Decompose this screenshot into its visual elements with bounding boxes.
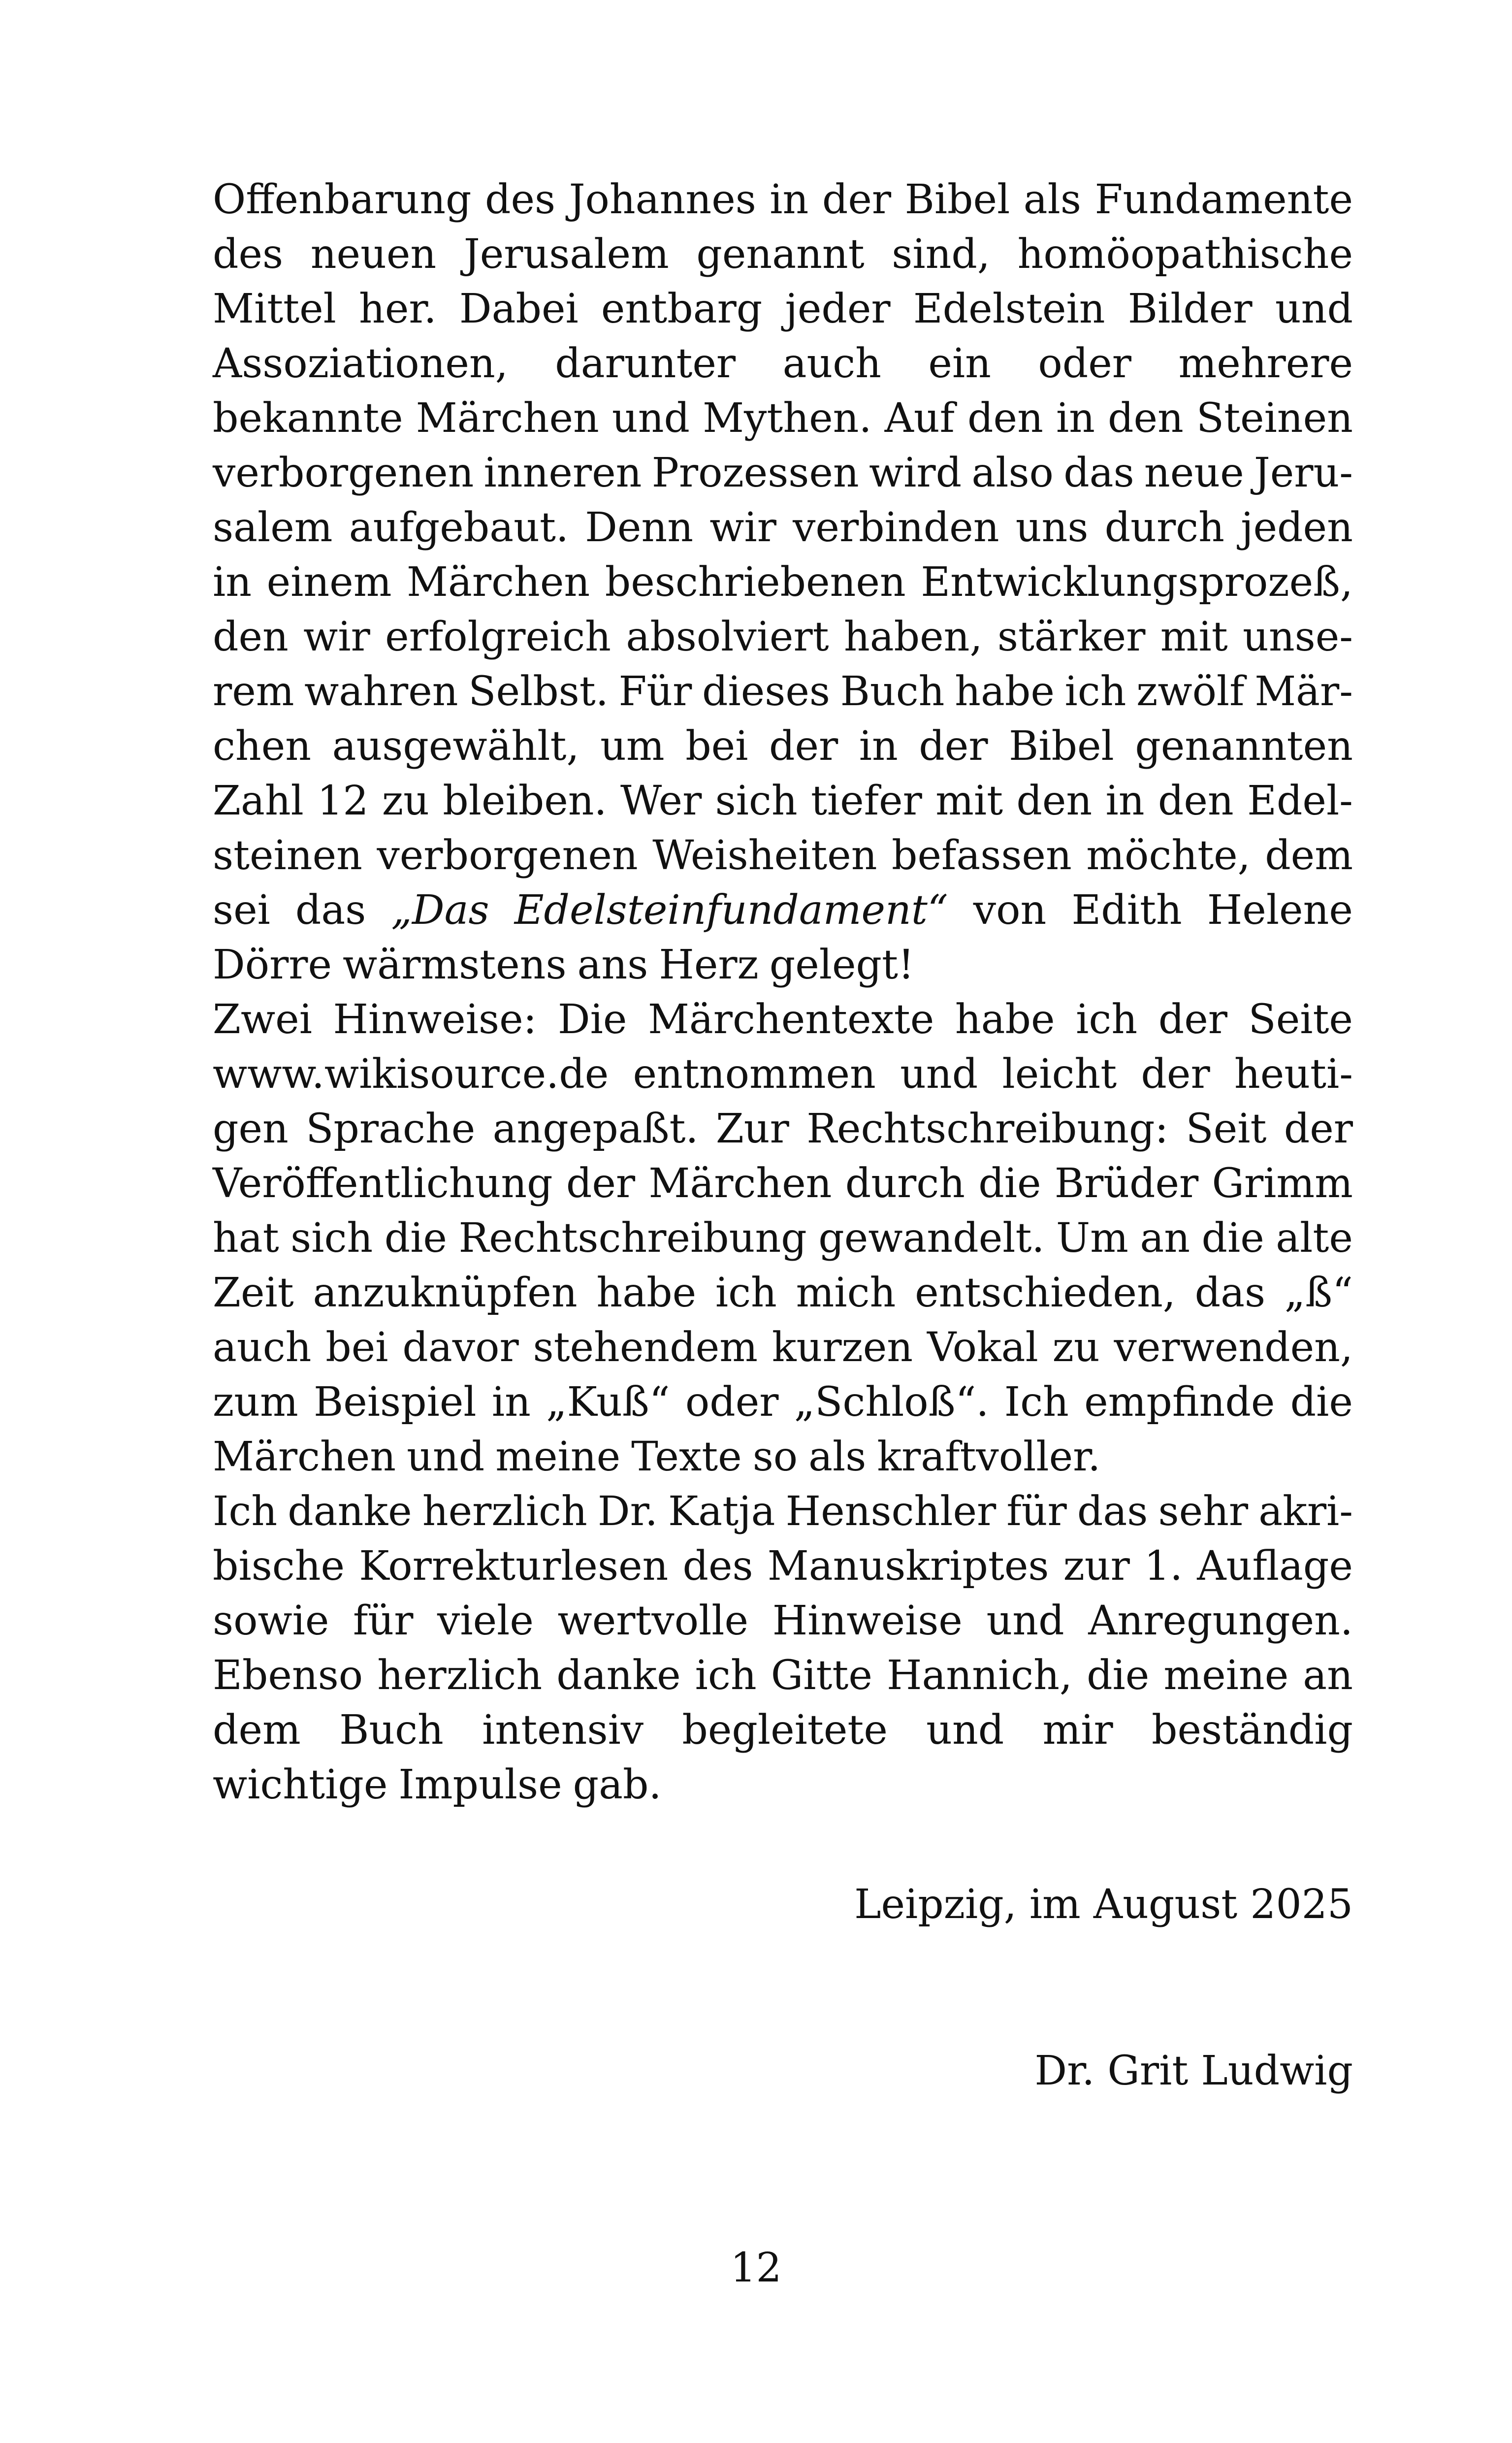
word: Anregungen. — [1088, 1597, 1353, 1644]
word: mehrere — [1178, 340, 1353, 387]
word: herzlich — [422, 1488, 587, 1535]
word: bische — [213, 1543, 345, 1590]
word: durch — [845, 1160, 965, 1207]
word: Ebenso — [213, 1652, 363, 1699]
word: Johannes — [569, 176, 756, 223]
word: oder — [685, 1379, 779, 1426]
word: bei — [325, 1324, 388, 1371]
word: 1. — [1144, 1543, 1183, 1590]
word: Rechtschreibung — [458, 1215, 807, 1262]
word: Mythen. — [703, 395, 872, 442]
word: und — [1275, 286, 1353, 332]
italic-word: Edelsteinfundament“ — [514, 887, 948, 934]
word: davor — [402, 1324, 519, 1371]
word: leicht — [1002, 1051, 1117, 1098]
word: Beispiel — [314, 1379, 477, 1426]
word: Buch — [339, 1707, 444, 1754]
word: mir — [1042, 1707, 1113, 1754]
word: der — [822, 176, 892, 223]
word: empfinde — [1084, 1379, 1275, 1426]
text-line — [213, 664, 1353, 719]
word: erfolgreich — [385, 614, 611, 660]
word: Märchen — [213, 1433, 396, 1480]
word: Denn — [585, 504, 694, 551]
word: sowie — [213, 1597, 329, 1644]
word: zu — [1052, 1324, 1100, 1371]
text-line — [213, 1211, 1353, 1266]
word: des — [485, 176, 556, 223]
text-line — [213, 1156, 1353, 1211]
word: tiefer — [810, 778, 922, 824]
word: bekannte — [213, 395, 403, 442]
word: homöopathische — [1017, 231, 1353, 278]
word: Korrekturlesen — [359, 1543, 669, 1590]
word: her. — [359, 286, 437, 332]
word: Weisheiten — [652, 832, 877, 879]
word: habe — [955, 668, 1055, 715]
word: wahren — [304, 668, 458, 715]
word: Edith — [1071, 887, 1182, 934]
word: den — [967, 395, 1043, 442]
word: angepaßt. — [492, 1106, 699, 1152]
word: unse- — [1243, 614, 1353, 660]
word: den — [213, 614, 289, 660]
word: wertvolle — [557, 1597, 749, 1644]
word: Zahl — [213, 778, 304, 824]
text-line — [213, 1320, 1353, 1375]
word: Manuskriptes — [767, 1543, 1049, 1590]
word: verwenden, — [1114, 1324, 1353, 1371]
word: ich — [695, 1652, 757, 1699]
word: salem — [213, 504, 333, 551]
word: Auflage — [1197, 1543, 1353, 1590]
word: und — [611, 395, 690, 442]
word: auch — [213, 1324, 312, 1371]
word: haben, — [843, 614, 983, 660]
word: ausgewählt, — [332, 723, 579, 770]
word: herzlich — [377, 1652, 543, 1699]
word: ans — [577, 942, 648, 988]
word: intensiv — [482, 1707, 644, 1754]
text-line — [213, 1703, 1353, 1758]
word: Zeit — [213, 1270, 294, 1316]
word: „Schloß“. — [794, 1379, 989, 1426]
word: Hinweise: — [333, 996, 537, 1043]
word: in — [1056, 395, 1095, 442]
word: Märchen — [407, 559, 590, 606]
word: von — [973, 887, 1047, 934]
word: das — [1194, 1270, 1266, 1316]
word: die — [1087, 1652, 1150, 1699]
word: Auf — [884, 395, 955, 442]
word: Seit — [1186, 1106, 1267, 1152]
word: hat — [213, 1215, 279, 1262]
word: zur — [1063, 1543, 1130, 1590]
word: verborgenen — [213, 450, 474, 496]
word: des — [213, 231, 284, 278]
word: beständig — [1152, 1707, 1353, 1754]
page-number: 12 — [730, 2245, 782, 2291]
word: Ich — [1004, 1379, 1069, 1426]
word: Texte — [631, 1433, 742, 1480]
word: mich — [796, 1270, 896, 1316]
word: dem — [213, 1707, 301, 1754]
text-line — [213, 500, 1353, 555]
word: Bibel — [904, 176, 1010, 223]
word: Märchentexte — [647, 996, 934, 1043]
word: Dr. — [597, 1488, 658, 1535]
word: und — [926, 1707, 1004, 1754]
word: den — [1158, 778, 1234, 824]
word: verbinden — [793, 504, 999, 551]
word: rem — [213, 668, 294, 715]
word: chen — [213, 723, 312, 770]
word: Zur — [715, 1106, 789, 1152]
word: Vokal — [927, 1324, 1038, 1371]
body-text — [213, 172, 1353, 1812]
word: anzuknüpfen — [313, 1270, 578, 1316]
word: Buch — [840, 668, 945, 715]
word: Sprache — [306, 1106, 476, 1152]
word: in — [491, 1379, 531, 1426]
word: wird — [869, 450, 962, 496]
word: Für — [618, 668, 692, 715]
word: kurzen — [772, 1324, 913, 1371]
word: als — [1023, 176, 1081, 223]
word: darunter — [555, 340, 736, 387]
word: an — [1303, 1652, 1353, 1699]
word: Assoziationen, — [213, 340, 508, 387]
word: der — [1158, 996, 1227, 1043]
word: Die — [557, 996, 627, 1043]
word: genannt — [696, 231, 865, 278]
word: alte — [1276, 1215, 1353, 1262]
word: befassen — [892, 832, 1072, 879]
word: der — [919, 723, 988, 770]
word: Bibel — [1009, 723, 1114, 770]
text-line — [213, 719, 1353, 774]
word: Helene — [1207, 887, 1353, 934]
word: Dabei — [459, 286, 579, 332]
word: sich — [290, 1215, 373, 1262]
word: akri- — [1258, 1488, 1353, 1535]
word: mit — [1160, 614, 1228, 660]
word: Edelstein — [913, 286, 1105, 332]
word: also — [971, 450, 1054, 496]
word: „ß“ — [1284, 1270, 1353, 1316]
word: die — [978, 1160, 1041, 1207]
word: ich — [1076, 996, 1138, 1043]
text-line — [213, 828, 1353, 883]
word: steinen — [213, 832, 362, 879]
word: der — [566, 1160, 636, 1207]
word: in — [213, 559, 252, 606]
word: bei — [685, 723, 748, 770]
word: auch — [782, 340, 881, 387]
text-line — [213, 227, 1353, 282]
word: ich — [1064, 668, 1126, 715]
word: Jerusalem — [463, 231, 669, 278]
text-line — [213, 992, 1353, 1047]
word: Bilder — [1127, 286, 1253, 332]
word: aufgebaut. — [349, 504, 569, 551]
word: gen — [213, 1106, 289, 1152]
place-date: Leipzig, im August 2025 — [854, 1881, 1353, 1928]
word: den — [1108, 395, 1184, 442]
word: die — [1201, 1215, 1264, 1262]
word: genannten — [1135, 723, 1353, 770]
word: meine — [495, 1433, 621, 1480]
word: Entwicklungsprozeß, — [921, 559, 1353, 606]
text-line — [213, 172, 1353, 227]
word: stärker — [997, 614, 1146, 660]
word: zum — [213, 1379, 298, 1426]
word: Offenbarung — [213, 176, 472, 223]
text-line — [213, 938, 1353, 992]
word: Selbst. — [468, 668, 609, 715]
word: gewandelt. — [818, 1215, 1045, 1262]
word: möchte, — [1086, 832, 1251, 879]
text-line — [213, 1266, 1353, 1320]
text-line — [213, 1047, 1353, 1102]
word: bleiben. — [443, 778, 607, 824]
word: Ich — [213, 1488, 278, 1535]
word: das — [295, 887, 366, 934]
text-line — [213, 1594, 1353, 1648]
text-line — [213, 1758, 1353, 1812]
word: der — [1141, 1051, 1210, 1098]
word: in — [1105, 778, 1145, 824]
word: Veröffentlichung — [213, 1160, 553, 1207]
word: „Kuß“ — [546, 1379, 670, 1426]
word: verborgenen — [377, 832, 638, 879]
text-line — [213, 336, 1353, 391]
italic-word: „Das — [391, 887, 489, 934]
text-line — [213, 883, 1353, 938]
word: begleitete — [682, 1707, 888, 1754]
word: uns — [1015, 504, 1089, 551]
word: kraftvoller. — [877, 1433, 1101, 1480]
word: für — [1006, 1488, 1067, 1535]
word: Impulse — [398, 1761, 562, 1808]
text-line — [213, 446, 1353, 500]
word: Hinweise — [772, 1597, 963, 1644]
word: sehr — [1158, 1488, 1249, 1535]
text-line — [213, 1102, 1353, 1156]
text-line — [213, 774, 1353, 828]
word: Katja — [668, 1488, 775, 1535]
word: neue — [1144, 450, 1244, 496]
word: ein — [928, 340, 991, 387]
word: das — [1063, 450, 1134, 496]
word: und — [986, 1597, 1064, 1644]
word: inneren — [483, 450, 642, 496]
text-line — [213, 282, 1353, 336]
word: dem — [1265, 832, 1353, 879]
word: Gitte — [771, 1652, 872, 1699]
word: das — [1077, 1488, 1148, 1535]
word: mit — [935, 778, 1003, 824]
word: gab. — [573, 1761, 662, 1808]
word: Dörre — [213, 942, 332, 988]
word: ich — [715, 1270, 777, 1316]
word: und — [900, 1051, 978, 1098]
word: Märchen — [648, 1160, 832, 1207]
word: jeden — [1241, 504, 1353, 551]
word: wir — [303, 614, 370, 660]
word: danke — [556, 1652, 681, 1699]
word: gelegt! — [769, 942, 914, 988]
word: der — [769, 723, 838, 770]
text-line — [213, 610, 1353, 664]
word: in — [859, 723, 898, 770]
text-line — [213, 1375, 1353, 1430]
word: für — [353, 1597, 414, 1644]
word: Steinen — [1196, 395, 1353, 442]
word: Um — [1056, 1215, 1128, 1262]
word: Prozessen — [651, 450, 859, 496]
word: meine — [1163, 1652, 1289, 1699]
word: Mär- — [1255, 668, 1353, 715]
word: Brüder — [1054, 1160, 1199, 1207]
word: entschieden, — [915, 1270, 1176, 1316]
word: habe — [596, 1270, 697, 1316]
word: den — [1016, 778, 1093, 824]
word: jeder — [785, 286, 891, 332]
text-line — [213, 555, 1353, 610]
word: heuti- — [1234, 1051, 1353, 1098]
word: habe — [955, 996, 1055, 1043]
word: Rechtschreibung: — [806, 1106, 1169, 1152]
word: des — [682, 1543, 753, 1590]
word: Hannich, — [886, 1652, 1072, 1699]
word: Zwei — [213, 996, 312, 1043]
text-line — [213, 391, 1353, 446]
word: Seite — [1248, 996, 1353, 1043]
text-line — [213, 1430, 1353, 1484]
word: zwölf — [1136, 668, 1245, 715]
word: neuen — [310, 231, 437, 278]
word: danke — [288, 1488, 412, 1535]
word: sich — [715, 778, 798, 824]
word: Grimm — [1212, 1160, 1353, 1207]
word: entbarg — [601, 286, 763, 332]
word: Herz — [659, 942, 759, 988]
word: entnommen — [633, 1051, 876, 1098]
word: sei — [213, 887, 270, 934]
word: Wer — [620, 778, 702, 824]
word: so — [752, 1433, 798, 1480]
word: an — [1140, 1215, 1190, 1262]
word: stehendem — [533, 1324, 758, 1371]
word: beschriebenen — [605, 559, 906, 606]
word: Fundamente — [1094, 176, 1353, 223]
word: sind, — [892, 231, 990, 278]
word: die — [384, 1215, 447, 1262]
word: wichtige — [213, 1761, 388, 1808]
word: um — [600, 723, 665, 770]
word: viele — [437, 1597, 534, 1644]
word: absolviert — [626, 614, 829, 660]
word: wärmstens — [343, 942, 567, 988]
word: die — [1290, 1379, 1353, 1426]
word: der — [1284, 1106, 1353, 1152]
word: und — [407, 1433, 485, 1480]
word: Mittel — [213, 286, 336, 332]
word: Edel- — [1247, 778, 1353, 824]
word: in — [770, 176, 809, 223]
word: oder — [1038, 340, 1132, 387]
word: dieses — [702, 668, 830, 715]
word: zu — [382, 778, 429, 824]
word: Jeru- — [1254, 450, 1353, 496]
text-line — [213, 1539, 1353, 1594]
word: wir — [709, 504, 776, 551]
word: Märchen — [416, 395, 599, 442]
word: als — [808, 1433, 867, 1480]
word: durch — [1104, 504, 1224, 551]
text-line — [213, 1648, 1353, 1703]
word: Henschler — [785, 1488, 997, 1535]
word: 12 — [317, 778, 369, 824]
word: einem — [266, 559, 392, 606]
word: www.wikisource.de — [213, 1051, 609, 1098]
author-signature: Dr. Grit Ludwig — [1034, 2048, 1353, 2094]
text-line — [213, 1484, 1353, 1539]
